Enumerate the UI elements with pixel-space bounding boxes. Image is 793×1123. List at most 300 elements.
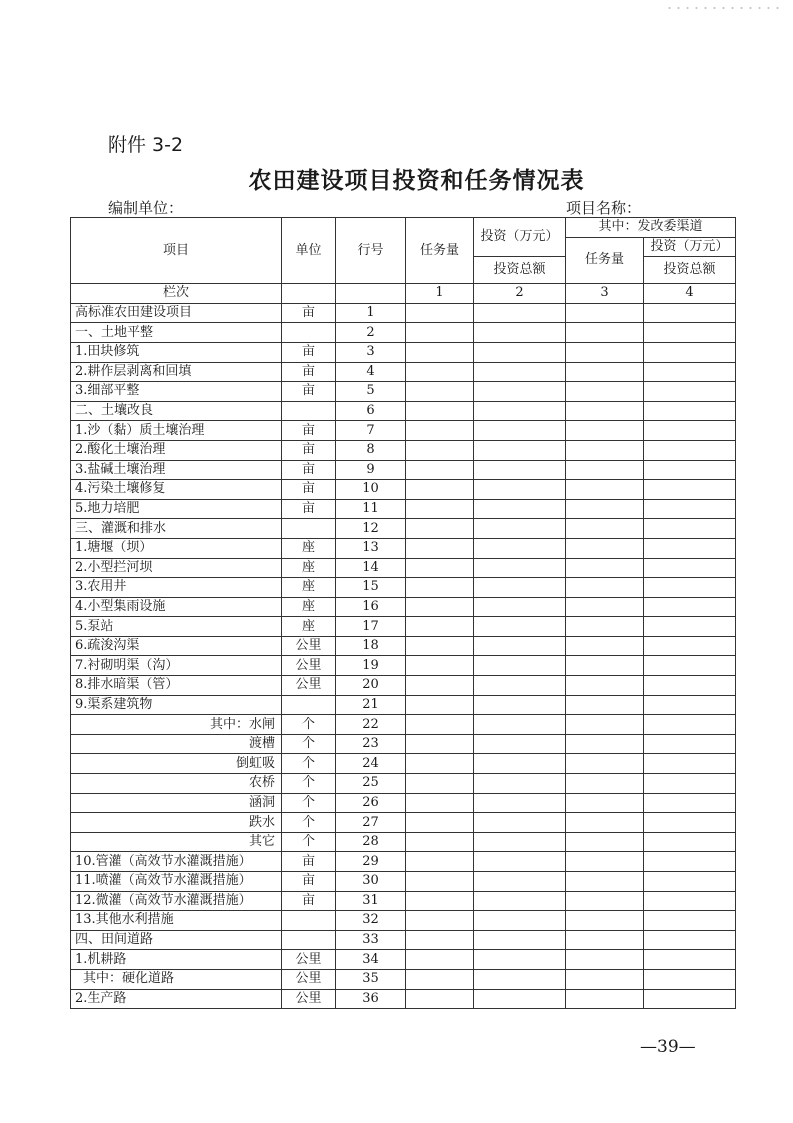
table-row <box>71 989 736 1009</box>
row-investment-total-cell[interactable] <box>474 813 566 833</box>
table-row <box>71 950 736 970</box>
row-sub-task-volume-cell[interactable] <box>566 950 644 970</box>
row-task-volume-cell[interactable] <box>406 460 474 480</box>
row-investment-total-cell[interactable] <box>474 676 566 696</box>
row-sub-investment-total-cell[interactable] <box>644 852 736 872</box>
table-row <box>71 656 736 676</box>
row-unit: 个 <box>282 774 336 794</box>
row-sub-task-volume-cell[interactable] <box>566 362 644 382</box>
row-unit: 座 <box>282 578 336 598</box>
row-line-number: 18 <box>336 636 406 656</box>
row-unit: 座 <box>282 597 336 617</box>
project-name-label: 项目名称： <box>566 199 642 217</box>
header-line-no: 行号 <box>336 218 406 284</box>
row-investment-total-cell[interactable] <box>474 401 566 421</box>
row-investment-total-cell[interactable] <box>474 734 566 754</box>
row-task-volume-cell[interactable] <box>406 734 474 754</box>
row-line-number: 27 <box>336 813 406 833</box>
row-unit <box>282 519 336 539</box>
row-line-number: 26 <box>336 793 406 813</box>
row-item: 2.小型拦河坝 <box>71 558 282 578</box>
row-line-number: 28 <box>336 832 406 852</box>
row-investment-total-cell[interactable] <box>474 774 566 794</box>
investment-task-table <box>70 217 736 1009</box>
row-task-volume-cell[interactable] <box>406 421 474 441</box>
row-investment-total-cell[interactable] <box>474 440 566 460</box>
row-task-volume-cell[interactable] <box>406 695 474 715</box>
row-item: 农桥 <box>71 774 282 794</box>
row-investment-total-cell[interactable] <box>474 597 566 617</box>
row-unit <box>282 401 336 421</box>
row-task-volume-cell[interactable] <box>406 813 474 833</box>
row-item: 8.排水暗渠（管） <box>71 676 282 696</box>
row-line-number: 17 <box>336 617 406 637</box>
header-investment-total: 投资总额 <box>474 257 566 284</box>
row-item: 2.生产路 <box>71 989 282 1009</box>
row-sub-task-volume-cell[interactable] <box>566 832 644 852</box>
row-item: 四、田间道路 <box>71 930 282 950</box>
row-investment-total-cell[interactable] <box>474 499 566 519</box>
row-investment-total-cell[interactable] <box>474 578 566 598</box>
table-row <box>71 754 736 774</box>
row-unit <box>282 323 336 343</box>
table-row <box>71 421 736 441</box>
row-sub-investment-total-cell[interactable] <box>644 930 736 950</box>
row-line-number: 36 <box>336 989 406 1009</box>
table-row <box>71 891 736 911</box>
row-task-volume-cell[interactable] <box>406 636 474 656</box>
row-sub-investment-total-cell[interactable] <box>644 480 736 500</box>
row-sub-investment-total-cell[interactable] <box>644 872 736 892</box>
row-sub-investment-total-cell[interactable] <box>644 832 736 852</box>
table-row <box>71 715 736 735</box>
row-task-volume-cell[interactable] <box>406 793 474 813</box>
table-row <box>71 440 736 460</box>
row-investment-total-cell[interactable] <box>474 891 566 911</box>
document-title: 农田建设项目投资和任务情况表 <box>248 167 585 194</box>
row-sub-investment-total-cell[interactable] <box>644 578 736 598</box>
row-line-number: 10 <box>336 480 406 500</box>
row-item: 涵洞 <box>71 793 282 813</box>
row-sub-investment-total-cell[interactable] <box>644 558 736 578</box>
row-item: 3.盐碱土壤治理 <box>71 460 282 480</box>
row-line-number: 25 <box>336 774 406 794</box>
row-investment-total-cell[interactable] <box>474 480 566 500</box>
row-line-number: 22 <box>336 715 406 735</box>
row-task-volume-cell[interactable] <box>406 950 474 970</box>
row-task-volume-cell[interactable] <box>406 872 474 892</box>
row-item: 三、灌溉和排水 <box>71 519 282 539</box>
table-row <box>71 578 736 598</box>
row-sub-task-volume-cell[interactable] <box>566 303 644 323</box>
row-sub-task-volume-cell[interactable] <box>566 382 644 402</box>
row-sub-task-volume-cell[interactable] <box>566 656 644 676</box>
row-investment-total-cell[interactable] <box>474 617 566 637</box>
row-task-volume-cell[interactable] <box>406 342 474 362</box>
table-row <box>71 323 736 343</box>
row-sub-investment-total-cell[interactable] <box>644 460 736 480</box>
row-item: 11.喷灌（高效节水灌溉措施） <box>71 872 282 892</box>
row-task-volume-cell[interactable] <box>406 617 474 637</box>
row-line-number: 30 <box>336 872 406 892</box>
row-item: 5.地力培肥 <box>71 499 282 519</box>
row-sub-investment-total-cell[interactable] <box>644 813 736 833</box>
row-task-volume-cell[interactable] <box>406 832 474 852</box>
row-sub-investment-total-cell[interactable] <box>644 656 736 676</box>
row-investment-total-cell[interactable] <box>474 950 566 970</box>
row-task-volume-cell[interactable] <box>406 323 474 343</box>
row-investment-total-cell[interactable] <box>474 872 566 892</box>
row-line-number: 16 <box>336 597 406 617</box>
row-unit: 个 <box>282 813 336 833</box>
row-task-volume-cell[interactable] <box>406 597 474 617</box>
row-line-number: 11 <box>336 499 406 519</box>
row-sub-investment-total-cell[interactable] <box>644 617 736 637</box>
row-item: 4.污染土壤修复 <box>71 480 282 500</box>
table-row <box>71 832 736 852</box>
row-investment-total-cell[interactable] <box>474 911 566 931</box>
row-line-number: 9 <box>336 460 406 480</box>
column-index-line-blank <box>336 284 406 304</box>
row-unit <box>282 930 336 950</box>
table-row <box>71 342 736 362</box>
table-row <box>71 617 736 637</box>
table-row <box>71 676 736 696</box>
row-unit: 座 <box>282 538 336 558</box>
row-sub-task-volume-cell[interactable] <box>566 460 644 480</box>
row-item: 2.酸化土壤治理 <box>71 440 282 460</box>
row-sub-task-volume-cell[interactable] <box>566 852 644 872</box>
row-sub-investment-total-cell[interactable] <box>644 676 736 696</box>
header-sub-investment: 投资（万元） <box>644 237 736 257</box>
row-task-volume-cell[interactable] <box>406 989 474 1009</box>
row-sub-investment-total-cell[interactable] <box>644 715 736 735</box>
row-task-volume-cell[interactable] <box>406 754 474 774</box>
row-sub-task-volume-cell[interactable] <box>566 538 644 558</box>
row-task-volume-cell[interactable] <box>406 656 474 676</box>
row-task-volume-cell[interactable] <box>406 558 474 578</box>
row-line-number: 24 <box>336 754 406 774</box>
row-unit: 公里 <box>282 636 336 656</box>
row-unit: 亩 <box>282 421 336 441</box>
row-sub-investment-total-cell[interactable] <box>644 793 736 813</box>
row-item: 1.沙（黏）质土壤治理 <box>71 421 282 441</box>
row-line-number: 4 <box>336 362 406 382</box>
table-row <box>71 558 736 578</box>
compiler-label: 编制单位： <box>108 199 184 217</box>
row-sub-task-volume-cell[interactable] <box>566 558 644 578</box>
row-sub-task-volume-cell[interactable] <box>566 754 644 774</box>
row-line-number: 2 <box>336 323 406 343</box>
row-task-volume-cell[interactable] <box>406 930 474 950</box>
row-unit: 公里 <box>282 969 336 989</box>
row-unit: 公里 <box>282 989 336 1009</box>
row-unit: 个 <box>282 832 336 852</box>
row-investment-total-cell[interactable] <box>474 715 566 735</box>
row-task-volume-cell[interactable] <box>406 715 474 735</box>
row-sub-task-volume-cell[interactable] <box>566 480 644 500</box>
header-sub-task-volume: 任务量 <box>566 237 644 284</box>
header-of-which: 其中：发改委渠道 <box>566 218 736 238</box>
row-sub-task-volume-cell[interactable] <box>566 342 644 362</box>
row-sub-task-volume-cell[interactable] <box>566 676 644 696</box>
row-investment-total-cell[interactable] <box>474 989 566 1009</box>
row-item: 10.管灌（高效节水灌溉措施） <box>71 852 282 872</box>
row-investment-total-cell[interactable] <box>474 636 566 656</box>
row-investment-total-cell[interactable] <box>474 362 566 382</box>
row-sub-investment-total-cell[interactable] <box>644 323 736 343</box>
row-item: 2.耕作层剥离和回填 <box>71 362 282 382</box>
row-unit: 亩 <box>282 382 336 402</box>
row-investment-total-cell[interactable] <box>474 303 566 323</box>
row-sub-investment-total-cell[interactable] <box>644 499 736 519</box>
row-line-number: 33 <box>336 930 406 950</box>
row-sub-task-volume-cell[interactable] <box>566 695 644 715</box>
table-row <box>71 636 736 656</box>
row-item: 6.疏浚沟渠 <box>71 636 282 656</box>
row-investment-total-cell[interactable] <box>474 558 566 578</box>
column-index-2: 2 <box>474 284 566 304</box>
row-investment-total-cell[interactable] <box>474 538 566 558</box>
row-unit: 亩 <box>282 480 336 500</box>
row-sub-investment-total-cell[interactable] <box>644 303 736 323</box>
row-task-volume-cell[interactable] <box>406 303 474 323</box>
row-sub-task-volume-cell[interactable] <box>566 597 644 617</box>
row-investment-total-cell[interactable] <box>474 793 566 813</box>
row-sub-task-volume-cell[interactable] <box>566 323 644 343</box>
row-sub-investment-total-cell[interactable] <box>644 636 736 656</box>
row-item: 7.衬砌明渠（沟） <box>71 656 282 676</box>
row-item: 倒虹吸 <box>71 754 282 774</box>
row-task-volume-cell[interactable] <box>406 538 474 558</box>
row-sub-investment-total-cell[interactable] <box>644 950 736 970</box>
header-task-volume: 任务量 <box>406 218 474 284</box>
row-investment-total-cell[interactable] <box>474 656 566 676</box>
table-row <box>71 852 736 872</box>
row-task-volume-cell[interactable] <box>406 969 474 989</box>
row-unit: 亩 <box>282 362 336 382</box>
row-sub-investment-total-cell[interactable] <box>644 734 736 754</box>
row-investment-total-cell[interactable] <box>474 969 566 989</box>
row-item: 1.机耕路 <box>71 950 282 970</box>
row-sub-investment-total-cell[interactable] <box>644 911 736 931</box>
column-index-1: 1 <box>406 284 474 304</box>
row-task-volume-cell[interactable] <box>406 401 474 421</box>
table-row <box>71 303 736 323</box>
row-task-volume-cell[interactable] <box>406 676 474 696</box>
row-sub-task-volume-cell[interactable] <box>566 774 644 794</box>
table-row <box>71 930 736 950</box>
row-investment-total-cell[interactable] <box>474 323 566 343</box>
row-line-number: 19 <box>336 656 406 676</box>
row-item: 渡槽 <box>71 734 282 754</box>
attachment-label: 附件 3-2 <box>108 134 184 156</box>
row-sub-task-volume-cell[interactable] <box>566 421 644 441</box>
row-sub-investment-total-cell[interactable] <box>644 989 736 1009</box>
row-sub-investment-total-cell[interactable] <box>644 538 736 558</box>
row-unit: 公里 <box>282 950 336 970</box>
row-sub-investment-total-cell[interactable] <box>644 891 736 911</box>
table-row <box>71 362 736 382</box>
row-unit: 公里 <box>282 656 336 676</box>
row-line-number: 5 <box>336 382 406 402</box>
row-sub-task-volume-cell[interactable] <box>566 989 644 1009</box>
column-index-unit-blank <box>282 284 336 304</box>
row-item: 1.田块修筑 <box>71 342 282 362</box>
row-unit: 个 <box>282 754 336 774</box>
row-sub-task-volume-cell[interactable] <box>566 499 644 519</box>
row-line-number: 35 <box>336 969 406 989</box>
row-item: 9.渠系建筑物 <box>71 695 282 715</box>
row-line-number: 13 <box>336 538 406 558</box>
row-task-volume-cell[interactable] <box>406 499 474 519</box>
row-item: 跌水 <box>71 813 282 833</box>
row-task-volume-cell[interactable] <box>406 382 474 402</box>
table-row <box>71 734 736 754</box>
row-item: 4.小型集雨设施 <box>71 597 282 617</box>
row-sub-investment-total-cell[interactable] <box>644 597 736 617</box>
row-unit: 座 <box>282 558 336 578</box>
row-task-volume-cell[interactable] <box>406 578 474 598</box>
row-unit: 亩 <box>282 891 336 911</box>
row-unit <box>282 911 336 931</box>
row-sub-investment-total-cell[interactable] <box>644 362 736 382</box>
row-line-number: 34 <box>336 950 406 970</box>
row-investment-total-cell[interactable] <box>474 930 566 950</box>
row-sub-task-volume-cell[interactable] <box>566 734 644 754</box>
row-investment-total-cell[interactable] <box>474 754 566 774</box>
row-line-number: 29 <box>336 852 406 872</box>
row-line-number: 6 <box>336 401 406 421</box>
row-sub-investment-total-cell[interactable] <box>644 969 736 989</box>
table-row <box>71 382 736 402</box>
row-line-number: 20 <box>336 676 406 696</box>
row-unit <box>282 695 336 715</box>
row-sub-task-volume-cell[interactable] <box>566 519 644 539</box>
row-sub-investment-total-cell[interactable] <box>644 440 736 460</box>
row-unit: 亩 <box>282 872 336 892</box>
row-item: 1.塘堰（坝） <box>71 538 282 558</box>
row-sub-task-volume-cell[interactable] <box>566 911 644 931</box>
row-item: 13.其他水利措施 <box>71 911 282 931</box>
header-item: 项目 <box>71 218 282 284</box>
table-row <box>71 774 736 794</box>
row-sub-task-volume-cell[interactable] <box>566 891 644 911</box>
row-sub-task-volume-cell[interactable] <box>566 617 644 637</box>
column-index-3: 3 <box>566 284 644 304</box>
row-task-volume-cell[interactable] <box>406 519 474 539</box>
row-line-number: 32 <box>336 911 406 931</box>
row-sub-investment-total-cell[interactable] <box>644 695 736 715</box>
row-line-number: 7 <box>336 421 406 441</box>
row-task-volume-cell[interactable] <box>406 852 474 872</box>
row-sub-task-volume-cell[interactable] <box>566 813 644 833</box>
table-row <box>71 813 736 833</box>
table-row <box>71 499 736 519</box>
row-item: 二、土壤改良 <box>71 401 282 421</box>
row-sub-investment-total-cell[interactable] <box>644 382 736 402</box>
row-task-volume-cell[interactable] <box>406 891 474 911</box>
row-line-number: 23 <box>336 734 406 754</box>
row-item: 5.泵站 <box>71 617 282 637</box>
table-row <box>71 695 736 715</box>
row-investment-total-cell[interactable] <box>474 695 566 715</box>
row-sub-task-volume-cell[interactable] <box>566 578 644 598</box>
row-sub-task-volume-cell[interactable] <box>566 715 644 735</box>
row-unit: 个 <box>282 734 336 754</box>
column-index-label: 栏次 <box>71 284 282 304</box>
row-sub-investment-total-cell[interactable] <box>644 401 736 421</box>
row-sub-task-volume-cell[interactable] <box>566 793 644 813</box>
row-unit: 个 <box>282 793 336 813</box>
row-line-number: 14 <box>336 558 406 578</box>
table-row <box>71 519 736 539</box>
row-sub-investment-total-cell[interactable] <box>644 342 736 362</box>
header-investment: 投资（万元） <box>474 218 566 257</box>
row-investment-total-cell[interactable] <box>474 421 566 441</box>
row-task-volume-cell[interactable] <box>406 362 474 382</box>
row-sub-investment-total-cell[interactable] <box>644 519 736 539</box>
table-row <box>71 872 736 892</box>
column-index-4: 4 <box>644 284 736 304</box>
table-row <box>71 480 736 500</box>
header-unit: 单位 <box>282 218 336 284</box>
row-unit: 亩 <box>282 303 336 323</box>
row-investment-total-cell[interactable] <box>474 519 566 539</box>
row-investment-total-cell[interactable] <box>474 460 566 480</box>
row-line-number: 15 <box>336 578 406 598</box>
row-sub-investment-total-cell[interactable] <box>644 774 736 794</box>
row-sub-investment-total-cell[interactable] <box>644 421 736 441</box>
row-item: 3.细部平整 <box>71 382 282 402</box>
row-sub-task-volume-cell[interactable] <box>566 401 644 421</box>
row-investment-total-cell[interactable] <box>474 852 566 872</box>
row-unit: 座 <box>282 617 336 637</box>
row-unit: 亩 <box>282 852 336 872</box>
table-row <box>71 597 736 617</box>
table-row <box>71 969 736 989</box>
header-sub-investment-total: 投资总额 <box>644 257 736 284</box>
row-sub-task-volume-cell[interactable] <box>566 636 644 656</box>
row-task-volume-cell[interactable] <box>406 440 474 460</box>
row-unit: 公里 <box>282 676 336 696</box>
row-sub-task-volume-cell[interactable] <box>566 969 644 989</box>
row-unit: 亩 <box>282 342 336 362</box>
table-row <box>71 538 736 558</box>
row-line-number: 12 <box>336 519 406 539</box>
row-line-number: 31 <box>336 891 406 911</box>
row-investment-total-cell[interactable] <box>474 382 566 402</box>
row-unit: 亩 <box>282 499 336 519</box>
row-item: 12.微灌（高效节水灌溉措施） <box>71 891 282 911</box>
row-investment-total-cell[interactable] <box>474 832 566 852</box>
page-number: —39— <box>640 1037 696 1057</box>
row-line-number: 21 <box>336 695 406 715</box>
column-index-row <box>71 284 736 304</box>
row-investment-total-cell[interactable] <box>474 342 566 362</box>
row-task-volume-cell[interactable] <box>406 774 474 794</box>
table-row <box>71 460 736 480</box>
row-item: 其中：水闸 <box>71 715 282 735</box>
row-sub-task-volume-cell[interactable] <box>566 930 644 950</box>
row-sub-investment-total-cell[interactable] <box>644 754 736 774</box>
row-sub-task-volume-cell[interactable] <box>566 440 644 460</box>
row-task-volume-cell[interactable] <box>406 480 474 500</box>
row-item: 其中：硬化道路 <box>71 969 282 989</box>
row-task-volume-cell[interactable] <box>406 911 474 931</box>
scan-artifact-dots <box>665 6 785 10</box>
row-sub-task-volume-cell[interactable] <box>566 872 644 892</box>
